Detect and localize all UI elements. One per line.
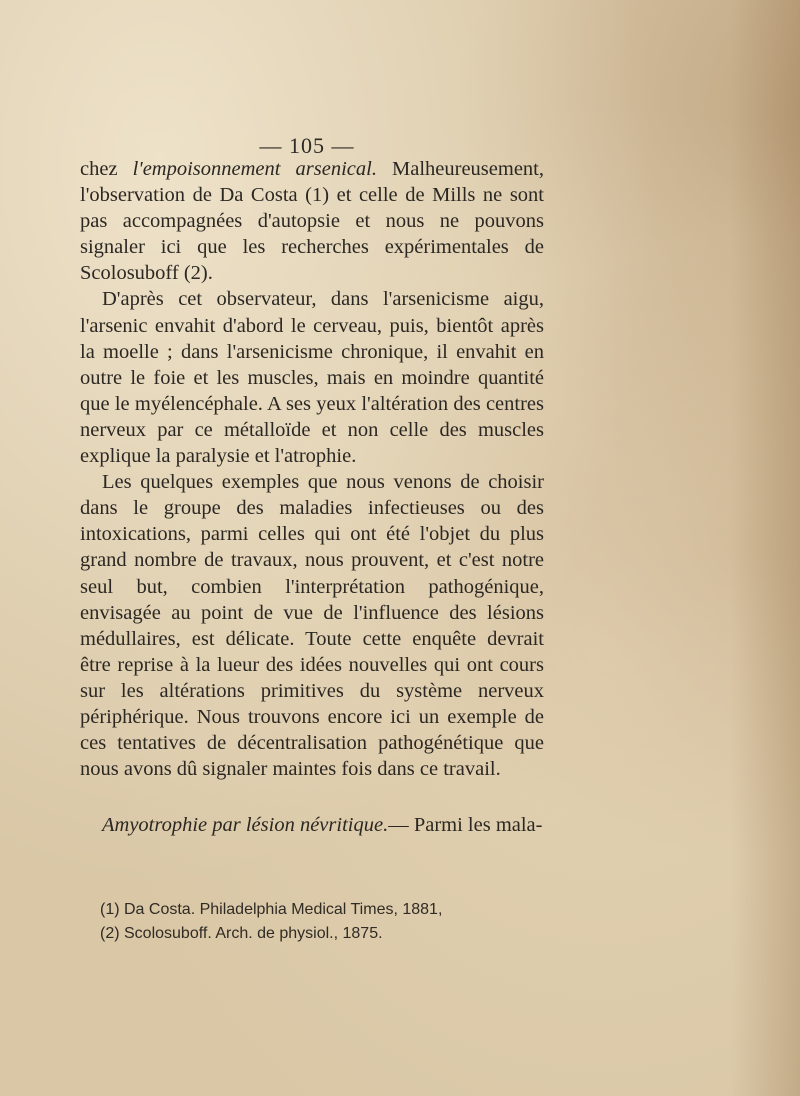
page-number: — 105 — [259, 133, 355, 158]
footnote-1: (1) Da Costa. Philadelphia Medical Times, 1881, [100, 901, 443, 918]
section-heading: Amyotrophie par lésion névritique. [102, 814, 389, 837]
page-edge-shadow [730, 0, 800, 1096]
section-heading-text: — Parmi les mala- [388, 814, 543, 837]
body-text [80, 156, 544, 838]
paragraph-3: Les quelques exemples que nous venons de choisir dans le groupe des maladies infectieuses ou des intoxications, parmi celles qui ont été l'objet du plus grand nombre de travaux, nous prouvent, et c'est notre seul but, combien l'interprétation pathogénique, envisagée au point de vue de l'influence des lésions médullaires, est délicate. Toute cette enquête devrait être reprise à la lueur des idées nouvelles qui ont cours sur les altérations primitives du système nerveux périphérique. Nous trouvons encore ici un exemple de ces tentatives de décentralisation pathogénétique que nous avons dû signaler maintes fois dans ce travail. [80, 471, 544, 781]
section-heading-paragraph [80, 812, 544, 838]
paragraph-2: D'après cet observateur, dans l'arsenicisme aigu, l'arsenic envahit d'abord le cerveau, puis, bientôt après la moelle ; dans l'arsenicisme chronique, il envahit en outre le foie et les muscles, mais en moindre quantité que le myélencéphale. A ses yeux l'altération des centres nerveux par ce métalloïde et non celle des muscles explique la paralysie et l'atrophie. [80, 288, 544, 468]
footnote-2: (2) Scolosuboff. Arch. de physiol., 1875. [100, 925, 383, 942]
paragraph-1-italic: l'empoisonnement arsenical. [132, 158, 377, 180]
paragraph-1-text: Malheureusement, l'observation de Da Costa (1) et celle de Mills ne sont pas accompagnées d'autopsie et nous ne pouvons signaler ici que les recherches expérimentales de Scolosuboff (2). [80, 158, 544, 285]
paragraph-1 [80, 156, 544, 286]
paragraph-1-lead: chez [80, 158, 133, 180]
section-gap [80, 782, 544, 812]
footnotes [100, 898, 540, 946]
